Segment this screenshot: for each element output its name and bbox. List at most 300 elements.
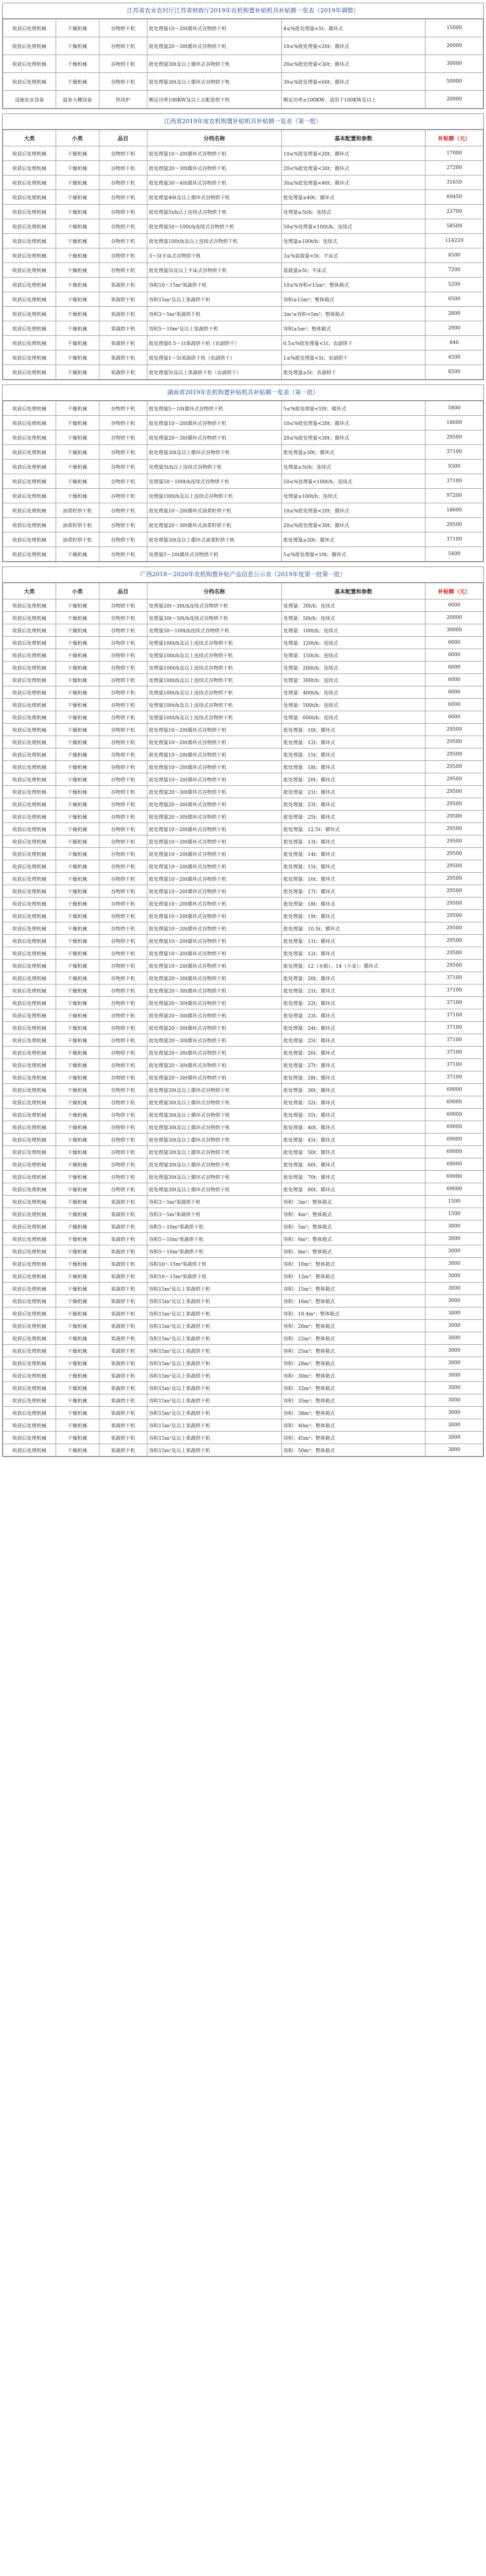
table-cell: 6000 <box>426 662 483 674</box>
table-cell: 谷物烘干机 <box>99 835 147 848</box>
table-cell: 谷物烘干机 <box>99 263 147 278</box>
table-cell: 油菜籽烘干机 <box>56 503 99 518</box>
table-cell: 批处理量：15t；循环式 <box>281 748 426 761</box>
table-cell: 容积15m³及以上果蔬烘干机 <box>147 1394 281 1407</box>
table-cell: 干燥机械 <box>56 1071 99 1084</box>
table-cell: 收获后处理机械 <box>3 748 56 761</box>
table-cell: 果蔬烘干机 <box>99 1196 147 1208</box>
column-header: 品目 <box>99 130 147 146</box>
table-cell: 果蔬烘干机 <box>99 1233 147 1245</box>
table-cell: 收获后处理机械 <box>3 37 56 55</box>
table-cell: 29500 <box>426 724 483 736</box>
table-cell: 谷物烘干机 <box>99 416 147 430</box>
table-cell: 容积15m³及以上果蔬烘干机 <box>147 1357 281 1370</box>
table-cell: 收获后处理机械 <box>3 984 56 997</box>
table-cell: 处理量100t/h及以上连续式谷物烘干机 <box>147 699 281 711</box>
table-cell: 干燥机械 <box>56 1096 99 1109</box>
table-row <box>3 161 483 176</box>
table-cell: 批处理量30t及以上循环式谷物烘干机 <box>147 1109 281 1121</box>
table-row <box>3 1357 483 1370</box>
table-cell: 10≤%批处理量<20t；循环式 <box>281 37 426 55</box>
table-cell: 收获后处理机械 <box>3 190 56 205</box>
table-cell: 收获后处理机械 <box>3 599 56 612</box>
table-cell: 干燥机械 <box>56 278 99 292</box>
table-cell: 3≤%装载量<5t；平床式 <box>281 248 426 263</box>
table-cell: 收获后处理机械 <box>3 1047 56 1059</box>
table-row <box>3 624 483 637</box>
table-cell: 29500 <box>426 898 483 910</box>
table-cell: 批处理量30t及以上循环式谷物烘干机 <box>147 1096 281 1109</box>
table-cell: 容积：12m³；整体箱式 <box>281 1270 426 1283</box>
table-cell: 收获后处理机械 <box>3 401 56 416</box>
table-cell: 容积15m³及以上果蔬烘干机 <box>147 1283 281 1295</box>
table-cell: 29500 <box>426 811 483 823</box>
section-title: 江西省2019年度农机购置补贴机具补贴额一览表（第一批） <box>3 114 483 130</box>
table-cell: 谷物烘干机 <box>99 898 147 910</box>
table-cell: 收获后处理机械 <box>3 1196 56 1208</box>
table-cell: 容积15m³及以上果蔬烘干机 <box>147 1320 281 1332</box>
table-row <box>3 292 483 307</box>
table-row <box>3 736 483 748</box>
table-cell: 收获后处理机械 <box>3 1444 56 1456</box>
table-row <box>3 1382 483 1394</box>
table-cell: 批处理量5t及以上果蔬烘干机（农副烘干） <box>147 365 281 380</box>
table-cell: 果蔬烘干机 <box>99 321 147 336</box>
table-cell: 收获后处理机械 <box>3 612 56 624</box>
table-cell: 处理量≥5t/h；连续式 <box>281 205 426 219</box>
table-row <box>3 674 483 686</box>
table-row <box>3 1208 483 1220</box>
table-cell: 谷物烘干机 <box>99 873 147 885</box>
subsidy-table <box>3 19 483 109</box>
table-cell: 处理量：50t/h；连续式 <box>281 612 426 624</box>
table-cell: 收获后处理机械 <box>3 55 56 73</box>
table-cell: 批处理量30t及以上循环式谷物烘干机 <box>147 73 281 91</box>
table-cell: 批处理量≥40t；循环式 <box>281 190 426 205</box>
table-cell: 收获后处理机械 <box>3 848 56 860</box>
table-cell: 3000 <box>426 1270 483 1283</box>
table-row <box>3 786 483 798</box>
table-cell: 干燥机械 <box>56 711 99 724</box>
table-cell: 18600 <box>426 503 483 518</box>
table-cell: 批处理量10～20t循环式谷物烘干机 <box>147 19 281 37</box>
table-row <box>3 1258 483 1270</box>
table-cell: 50≤%处理量<100t/h；连续式 <box>281 219 426 234</box>
table-cell: 谷物烘干机 <box>99 649 147 662</box>
table-cell: 干燥机械 <box>56 1357 99 1370</box>
table-cell: 干燥机械 <box>56 947 99 960</box>
table-row <box>3 748 483 761</box>
table-cell: 谷物烘干机 <box>99 1022 147 1034</box>
table-cell: 果蔬烘干机 <box>99 1258 147 1270</box>
table-cell: 容积15m³及以上果蔬烘干机 <box>147 1432 281 1444</box>
table-cell: 谷物烘干机 <box>99 445 147 460</box>
table-cell: 容积3～5m³果蔬烘干机 <box>147 1196 281 1208</box>
table-cell: 批处理量：23t；循环式 <box>281 1009 426 1022</box>
table-cell: 油菜籽烘干机 <box>56 518 99 532</box>
table-cell: 干燥机械 <box>56 19 99 37</box>
table-cell: 批处理量10～20t循环式谷物烘干机 <box>147 947 281 960</box>
table-cell: 收获后处理机械 <box>3 1307 56 1320</box>
table-cell: 干燥机械 <box>56 37 99 55</box>
table-cell: 收获后处理机械 <box>3 1022 56 1034</box>
table-cell: 批处理量：40t；循环式 <box>281 1121 426 1134</box>
table-cell: 容积3～5m³果蔬烘干机 <box>147 1208 281 1220</box>
table-cell: 谷物烘干机 <box>99 1059 147 1071</box>
table-cell: 干燥机械 <box>56 460 99 474</box>
table-cell: 谷物烘干机 <box>99 1009 147 1022</box>
table-cell: 批处理量：24t；循环式 <box>281 1022 426 1034</box>
table-cell: 容积15m³及以上果蔬烘干机 <box>147 292 281 307</box>
table-cell: 6000 <box>426 599 483 612</box>
table-row <box>3 686 483 699</box>
table-cell: 容积：35m³；整体箱式 <box>281 1394 426 1407</box>
table-row <box>3 416 483 430</box>
table-cell: 收获后处理机械 <box>3 860 56 873</box>
table-cell: 批处理量10～20t循环式谷物烘干机 <box>147 761 281 773</box>
table-cell: 收获后处理机械 <box>3 430 56 445</box>
table-cell: 处理量：200t/h；连续式 <box>281 662 426 674</box>
table-cell: 批处理量10～20t循环式谷物烘干机 <box>147 898 281 910</box>
table-cell: 批处理量5t及以上平床式谷物烘干机 <box>147 263 281 278</box>
table-cell: 批处理量：12t；循环式 <box>281 736 426 748</box>
table-cell: 20000 <box>426 91 483 109</box>
table-cell: 处理量：500t/h；连续式 <box>281 699 426 711</box>
table-row <box>3 599 483 612</box>
table-cell: 批处理量100t/h及以上连续式谷物烘干机 <box>147 234 281 248</box>
table-cell: 容积：45m³；整体箱式 <box>281 1432 426 1444</box>
column-header: 小类 <box>56 583 99 599</box>
table-cell: 69000 <box>426 1084 483 1096</box>
subsidy-table <box>3 130 483 380</box>
table-cell: 容积：25m³；整体箱式 <box>281 1345 426 1357</box>
table-row <box>3 1183 483 1196</box>
table-cell: 处理量5～10t循环式谷物烘干机 <box>147 547 281 562</box>
table-row <box>3 176 483 190</box>
table-cell: 处理量100t/h及以上连续式谷物烘干机 <box>147 649 281 662</box>
table-cell: 批处理量：12.5t；循环式 <box>281 823 426 835</box>
table-cell: 10≤%批处理量<20t；循环式 <box>281 503 426 518</box>
table-row <box>3 935 483 947</box>
table-cell: 额定功率100KW及以上且配套烘干机 <box>147 91 281 109</box>
table-cell: 收获后处理机械 <box>3 503 56 518</box>
table-cell: 收获后处理机械 <box>3 1419 56 1432</box>
table-cell: 批处理量：15t；循环式 <box>281 860 426 873</box>
table-cell: 收获后处理机械 <box>3 1059 56 1071</box>
table-cell: 批处理量30t及以上循环式谷物烘干机 <box>147 1183 281 1196</box>
table-cell: 干燥机械 <box>56 336 99 350</box>
table-cell: 容积：20m³；整体箱式 <box>281 1320 426 1332</box>
table-cell: 干燥机械 <box>56 873 99 885</box>
table-cell: 0.5≤%批处理量<1t；农副烘干 <box>281 336 426 350</box>
table-cell: 果蔬烘干机 <box>99 1270 147 1283</box>
table-cell: 干燥机械 <box>56 401 99 416</box>
table-row <box>3 1146 483 1158</box>
table-cell: 容积15m³及以上果蔬烘干机 <box>147 1382 281 1394</box>
table-cell: 谷物烘干机 <box>99 1183 147 1196</box>
table-cell: 4500 <box>426 350 483 365</box>
table-cell: 干燥机械 <box>56 1109 99 1121</box>
table-row <box>3 662 483 674</box>
table-cell: 谷物烘干机 <box>99 146 147 161</box>
table-cell: 谷物烘干机 <box>99 997 147 1009</box>
table-row <box>3 922 483 935</box>
table-cell: 批处理量5～10t循环式谷物烘干机 <box>147 401 281 416</box>
table-cell: 干燥机械 <box>56 1158 99 1171</box>
table-cell: 3000 <box>426 1283 483 1295</box>
table-cell: 37100 <box>426 445 483 460</box>
table-cell: 3000 <box>426 1258 483 1270</box>
table-cell: 收获后处理机械 <box>3 278 56 292</box>
table-row <box>3 612 483 624</box>
table-cell: 处理量50～100t/h连续式谷物烘干机 <box>147 624 281 637</box>
table-cell: 谷物烘干机 <box>99 773 147 786</box>
table-cell: 处理量20t～30t/h连续式谷物烘干机 <box>147 599 281 612</box>
table-cell: 1≤%批处理量<5t；农副烘干 <box>281 350 426 365</box>
table-cell: 干燥机械 <box>56 1121 99 1134</box>
table-cell: 干燥机械 <box>56 761 99 773</box>
table-cell: 收获后处理机械 <box>3 649 56 662</box>
table-cell: 批处理量20～30t循环式谷物烘干机 <box>147 972 281 984</box>
table-cell: 果蔬烘干机 <box>99 336 147 350</box>
table-cell: 4500 <box>426 248 483 263</box>
table-cell: 50000 <box>426 73 483 91</box>
table-cell: 谷物烘干机 <box>99 984 147 997</box>
table-cell: 收获后处理机械 <box>3 205 56 219</box>
table-cell: 收获后处理机械 <box>3 873 56 885</box>
table-row <box>3 811 483 823</box>
table-cell: 29500 <box>426 823 483 835</box>
table-cell: 收获后处理机械 <box>3 885 56 898</box>
table-row <box>3 445 483 460</box>
table-cell: 69000 <box>426 1158 483 1171</box>
table-row <box>3 219 483 234</box>
table-cell: 批处理量20～30t循环式谷物烘干机 <box>147 1009 281 1022</box>
table-cell: 批处理量20～30t循环式谷物烘干机 <box>147 1059 281 1071</box>
table-cell: 3000 <box>426 1332 483 1345</box>
table-row <box>3 997 483 1009</box>
table-cell: 30≤%批处理量<60t；循环式 <box>281 73 426 91</box>
table-cell: 30000 <box>426 55 483 73</box>
table-cell: 处理量100t/h及以上连续式谷物烘干机 <box>147 674 281 686</box>
table-row <box>3 1034 483 1047</box>
table-cell: 收获后处理机械 <box>3 835 56 848</box>
table-cell: 收获后处理机械 <box>3 1258 56 1270</box>
table-cell: 6500 <box>426 292 483 307</box>
table-cell: 批处理量10～20t循环式油菜籽烘干机 <box>147 503 281 518</box>
table-cell: 干燥机械 <box>56 972 99 984</box>
table-row <box>3 1022 483 1034</box>
table-cell: 果蔬烘干机 <box>99 1394 147 1407</box>
table-cell: 容积：10m³；整体箱式 <box>281 1258 426 1270</box>
table-cell: 批处理量10～20t循环式谷物烘干机 <box>147 835 281 848</box>
table-cell: 3000 <box>426 1432 483 1444</box>
table-cell: 收获后处理机械 <box>3 798 56 811</box>
table-cell: 收获后处理机械 <box>3 1357 56 1370</box>
table-row <box>3 73 483 91</box>
table-cell: 容积：38m³；整体箱式 <box>281 1407 426 1419</box>
table-cell: 干燥机械 <box>56 1394 99 1407</box>
table-cell: 批处理量：12t；循环式 <box>281 947 426 960</box>
table-row <box>3 248 483 263</box>
table-cell: 收获后处理机械 <box>3 1171 56 1183</box>
table-cell: 谷物烘干机 <box>99 73 147 91</box>
table-cell: 容积：30m³；整体箱式 <box>281 1370 426 1382</box>
table-cell: 谷物烘干机 <box>99 699 147 711</box>
table-cell: 谷物烘干机 <box>99 724 147 736</box>
column-header: 小类 <box>56 130 99 146</box>
table-cell: 批处理量20～30t循环式谷物烘干机 <box>147 1022 281 1034</box>
table-cell: 批处理量10～20t循环式谷物烘干机 <box>147 748 281 761</box>
table-cell: 干燥机械 <box>56 860 99 873</box>
table-cell: 果蔬烘干机 <box>99 292 147 307</box>
table-cell: 批处理量：16t；循环式 <box>281 873 426 885</box>
table-cell: 29500 <box>426 761 483 773</box>
table-cell: 谷物烘干机 <box>99 1047 147 1059</box>
table-cell: 谷物烘干机 <box>99 947 147 960</box>
table-cell: 处理量≥100t/h；连续式 <box>281 234 426 248</box>
table-cell: 干燥机械 <box>56 748 99 761</box>
table-cell: 处理量30t～50t/h连续式谷物烘干机 <box>147 612 281 624</box>
table-cell: 5≤%批处理量<10t；循环式 <box>281 401 426 416</box>
column-header: 基本配置和参数 <box>281 583 426 599</box>
table-cell: 收获后处理机械 <box>3 350 56 365</box>
table-cell: 装载量≥5t；平床式 <box>281 263 426 278</box>
table-row <box>3 1394 483 1407</box>
table-cell: 批处理量：11t；循环式 <box>281 935 426 947</box>
table-cell: 批处理量20～30t循环式谷物烘干机 <box>147 430 281 445</box>
table-cell: 容积：28m³；整体箱式 <box>281 1357 426 1370</box>
table-row <box>3 1332 483 1345</box>
table-cell: 6000 <box>426 649 483 662</box>
table-cell: 干燥机械 <box>56 1345 99 1357</box>
table-row <box>3 1407 483 1419</box>
table-cell: 谷物烘干机 <box>99 935 147 947</box>
table-cell: 收获后处理机械 <box>3 416 56 430</box>
table-cell: 批处理量20～30t循环式谷物烘干机 <box>147 786 281 798</box>
table-cell: 容积：15m³；整体箱式 <box>281 1283 426 1295</box>
table-cell: 31650 <box>426 176 483 190</box>
table-cell: 批处理量40t及以上循环式谷物烘干机 <box>147 190 281 205</box>
table-cell: 收获后处理机械 <box>3 935 56 947</box>
table-cell: 干燥机械 <box>56 637 99 649</box>
table-cell: 收获后处理机械 <box>3 960 56 972</box>
table-cell: 20≤%批处理量<30t；循环式 <box>281 161 426 176</box>
table-cell: 收获后处理机械 <box>3 637 56 649</box>
table-cell: 批处理量：70t；循环式 <box>281 1171 426 1183</box>
table-cell: 收获后处理机械 <box>3 292 56 307</box>
table-cell: 29500 <box>426 885 483 898</box>
table-cell: 谷物烘干机 <box>99 518 147 532</box>
table-cell: 10≤%容积<15m³；整体箱式 <box>281 278 426 292</box>
table-cell: 批处理量：32t；循环式 <box>281 1096 426 1109</box>
table-cell: 10≤%批处理量<20t；循环式 <box>281 146 426 161</box>
table-cell: 处理量≥5t/h；连续式 <box>281 460 426 474</box>
table-cell: 收获后处理机械 <box>3 146 56 161</box>
table-cell: 容积10～15m³果蔬烘干机 <box>147 1258 281 1270</box>
table-row <box>3 761 483 773</box>
table-row <box>3 1345 483 1357</box>
table-cell: 5400 <box>426 401 483 416</box>
table-cell: 收获后处理机械 <box>3 19 56 37</box>
table-cell: 69000 <box>426 1109 483 1121</box>
table-cell: 谷物烘干机 <box>99 1034 147 1047</box>
column-header: 补贴额（元） <box>426 583 483 599</box>
table-cell: 批处理量10～20t循环式谷物烘干机 <box>147 848 281 860</box>
table-cell: 容积≥5m³；整体箱式 <box>281 321 426 336</box>
table-cell: 干燥机械 <box>56 73 99 91</box>
table-cell: 收获后处理机械 <box>3 1370 56 1382</box>
table-cell: 批处理量30～40t循环式谷物烘干机 <box>147 176 281 190</box>
table-cell: 收获后处理机械 <box>3 773 56 786</box>
table-cell: 容积：50m³；整体箱式 <box>281 1444 426 1456</box>
table-cell: 批处理量30t及以上循环式谷物烘干机 <box>147 55 281 73</box>
table-cell: 容积：16m³；整体箱式 <box>281 1295 426 1307</box>
table-cell: 收获后处理机械 <box>3 624 56 637</box>
table-row <box>3 898 483 910</box>
table-cell: 干燥机械 <box>56 176 99 190</box>
table-cell: 58500 <box>426 219 483 234</box>
table-cell: 干燥机械 <box>56 1382 99 1394</box>
table-cell: 批处理量5t/h以上连续式谷物烘干机 <box>147 205 281 219</box>
table-cell: 干燥机械 <box>56 321 99 336</box>
table-cell: 收获后处理机械 <box>3 263 56 278</box>
table-cell: 收获后处理机械 <box>3 997 56 1009</box>
table-row <box>3 1444 483 1456</box>
table-cell: 29500 <box>426 518 483 532</box>
table-row <box>3 1270 483 1283</box>
table-cell: 谷物烘干机 <box>99 190 147 205</box>
table-cell: 干燥机械 <box>56 1245 99 1258</box>
table-cell: 23700 <box>426 205 483 219</box>
table-cell: 收获后处理机械 <box>3 1394 56 1407</box>
table-cell: 处理量：120t/h；连续式 <box>281 637 426 649</box>
table-cell: 干燥机械 <box>56 674 99 686</box>
table-cell: 收获后处理机械 <box>3 1034 56 1047</box>
table-cell: 处理量100t/h及以上连续式谷物烘干机 <box>147 686 281 699</box>
table-cell: 6000 <box>426 711 483 724</box>
table-cell: 批处理量10～20t循环式谷物烘干机 <box>147 146 281 161</box>
table-cell: 果蔬烘干机 <box>99 1357 147 1370</box>
table-cell: 谷物烘干机 <box>99 599 147 612</box>
table-row <box>3 518 483 532</box>
table-row <box>3 205 483 219</box>
table-cell: 批处理量：50t；循环式 <box>281 1146 426 1158</box>
table-cell: 114220 <box>426 234 483 248</box>
table-row <box>3 711 483 724</box>
table-row <box>3 1171 483 1183</box>
table-cell: 收获后处理机械 <box>3 518 56 532</box>
subsidy-table <box>3 401 483 562</box>
table-row <box>3 1419 483 1432</box>
table-cell: 干燥机械 <box>56 292 99 307</box>
table-cell: 干燥机械 <box>56 848 99 860</box>
table-row <box>3 1320 483 1332</box>
table-cell: 29500 <box>426 873 483 885</box>
table-cell: 5400 <box>426 547 483 562</box>
table-cell: 批处理量30t及以上循环式谷物烘干机 <box>147 1171 281 1183</box>
table-cell: 收获后处理机械 <box>3 1071 56 1084</box>
table-cell: 干燥机械 <box>56 1320 99 1332</box>
table-cell: 批处理量30t及以上循环式谷物烘干机 <box>147 1158 281 1171</box>
table-cell: 批处理量10～20t循环式谷物烘干机 <box>147 416 281 430</box>
table-cell: 3000 <box>426 1394 483 1407</box>
table-cell: 干燥机械 <box>56 1233 99 1245</box>
table-cell: 处理量≥100t/h；连续式 <box>281 489 426 503</box>
table-cell: 干燥机械 <box>56 898 99 910</box>
table-cell: 批处理量：18t；循环式 <box>281 898 426 910</box>
table-cell: 处理量100t/h及以上连续式谷物烘干机 <box>147 637 281 649</box>
